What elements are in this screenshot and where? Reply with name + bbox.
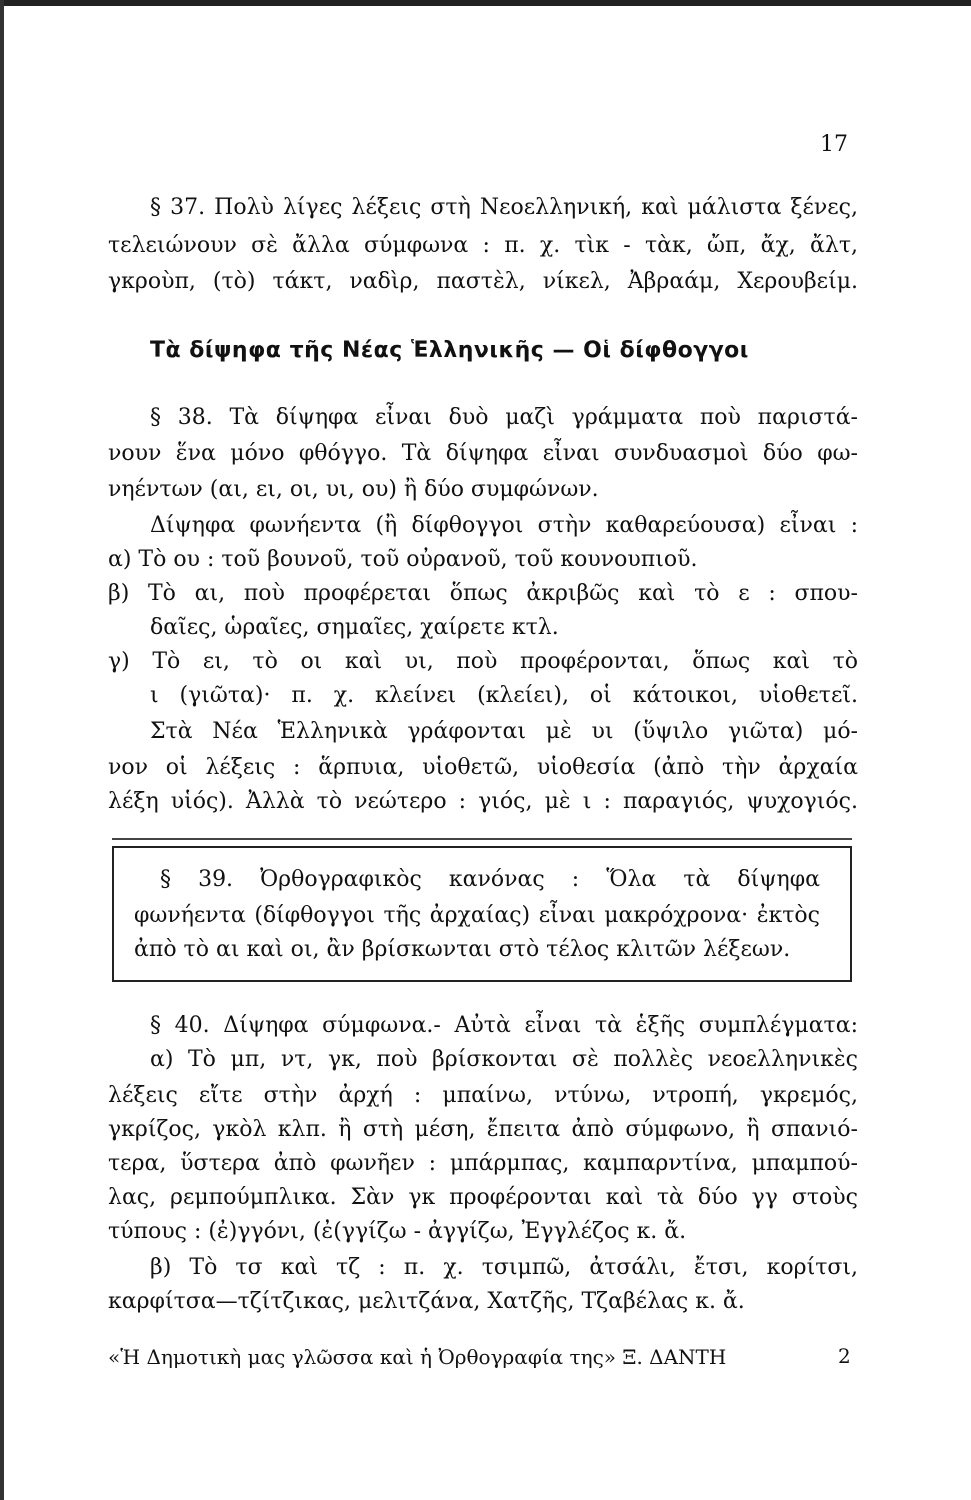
paragraph-line: λέξη υἱός). Ἀλλὰ τὸ νεώτερο : γιός, μὲ ι : παραγιός, ψυχογιός. (108, 789, 858, 814)
paragraph-line: § 38. Τὰ δίψηφα εἶναι δυὸ μαζὶ γράμματα ποὺ παριστά- (150, 405, 858, 430)
paragraph-line: γ) Τὸ ει, τὸ οι καὶ υι, ποὺ προφέρονται, ὅπως καὶ τὸ (108, 649, 858, 674)
boxed-line: ἀπὸ τὸ αι καὶ οι, ἂν βρίσκωνται στὸ τέλος κλιτῶν λέξεων. (134, 937, 791, 962)
paragraph-line: α) Τὸ ου : τοῦ βουνοῦ, τοῦ οὐρανοῦ, τοῦ κουνουπιοῦ. (108, 547, 698, 572)
boxed-line: φωνήεντα (δίφθογγοι τῆς ἀρχαίας) εἶναι μακρόχρονα· ἐκτὸς (134, 903, 820, 928)
paragraph-line: τερα, ὕστερα ἀπὸ φωνῆεν : μπάρμπας, καμπαρντίνα, μπαμπού- (108, 1151, 858, 1176)
paragraph-line: Δίψηφα φωνήεντα (ἢ δίφθογγοι στὴν καθαρεύουσα) εἶναι : (150, 513, 858, 538)
scan-left-border (0, 0, 4, 1500)
paragraph-line: τύπους : (ἐ)γγόνι, (ἐ(γγίζω - ἀγγίζω, Ἐγγλέζος κ. ἄ. (108, 1219, 687, 1244)
footer-title: «Ἡ Δημοτικὴ μας γλῶσσα καὶ ἡ Ὀρθογραφία της» Ξ. ΔΑΝΤΗ (108, 1345, 727, 1369)
paragraph-line: νον οἱ λέξεις : ἅρπυια, υἱοθετῶ, υἱοθεσία (ἀπὸ τὴν ἀρχαία (108, 755, 858, 780)
paragraph-line: β) Τὸ τσ καὶ τζ : π. χ. τσιμπῶ, ἀτσάλι, ἔτσι, κορίτσι, (150, 1255, 858, 1280)
paragraph-line: τελειώνουν σὲ ἄλλα σύμφωνα : π. χ. τὶκ - τὰκ, ὤπ, ἄχ, ἄλτ, (108, 233, 858, 258)
paragraph-line: νηέντων (αι, ει, οι, υι, ου) ἢ δύο συμφώνων. (108, 477, 599, 502)
boxed-line: § 39. Ὀρθογραφικὸς κανόνας : Ὅλα τὰ δίψηφα (160, 867, 820, 892)
scan-top-border (0, 0, 971, 6)
paragraph-line: γκρίζος, γκὸλ κλπ. ἢ στὴ μέση, ἔπειτα ἀπὸ σύμφωνο, ἢ σπανιό- (108, 1117, 858, 1142)
paragraph-line: § 40. Δίψηφα σύμφωνα.- Αὐτὰ εἶναι τὰ ἑξῆς συμπλέγματα: (150, 1013, 858, 1038)
signature-number: 2 (838, 1344, 851, 1368)
paragraph-line: δαῖες, ὡραῖες, σημαῖες, χαίρετε κτλ. (150, 615, 559, 640)
section-heading: Τὰ δίψηφα τῆς Νέας Ἑλληνικῆς — Οἱ δίφθογγοι (150, 338, 749, 363)
paragraph-line: ι (γιῶτα)· π. χ. κλείνει (κλείει), οἱ κάτοικοι, υἱοθετεῖ. (150, 683, 858, 708)
paragraph-line: β) Τὸ αι, ποὺ προφέρεται ὅπως ἀκριβῶς καὶ τὸ ε : σπου- (108, 581, 858, 606)
paragraph-line: λας, ρεμπούμπλικα. Σὰν γκ προφέρονται καὶ τὰ δύο γγ στοὺς (108, 1185, 858, 1210)
page-number: 17 (820, 132, 848, 157)
paragraph-line: καρφίτσα—τζίτζικας, μελιτζάνα, Χατζῆς, Τζαβέλας κ. ἄ. (108, 1289, 745, 1314)
paragraph-line: γκροὺπ, (τὸ) τάκτ, ναδὶρ, παστὲλ, νίκελ, Ἀβραάμ, Χερουβείμ. (108, 269, 858, 294)
paragraph-line: νουν ἕνα μόνο φθόγγο. Τὰ δίψηφα εἶναι συνδυασμοὶ δύο φω- (108, 441, 858, 466)
paragraph-line: § 37. Πολὺ λίγες λέξεις στὴ Νεοελληνική, καὶ μάλιστα ξένες, (150, 195, 858, 220)
paragraph-line: Στὰ Νέα Ἑλληνικὰ γράφονται μὲ υι (ὕψιλο γιῶτα) μό- (150, 719, 858, 744)
paragraph-line: α) Τὸ μπ, ντ, γκ, ποὺ βρίσκονται σὲ πολλὲς νεοελληνικὲς (150, 1047, 858, 1072)
paragraph-line: λέξεις εἴτε στὴν ἀρχή : μπαίνω, ντύνω, ντροπή, γκρεμός, (108, 1083, 858, 1108)
divider-rule (112, 838, 852, 840)
